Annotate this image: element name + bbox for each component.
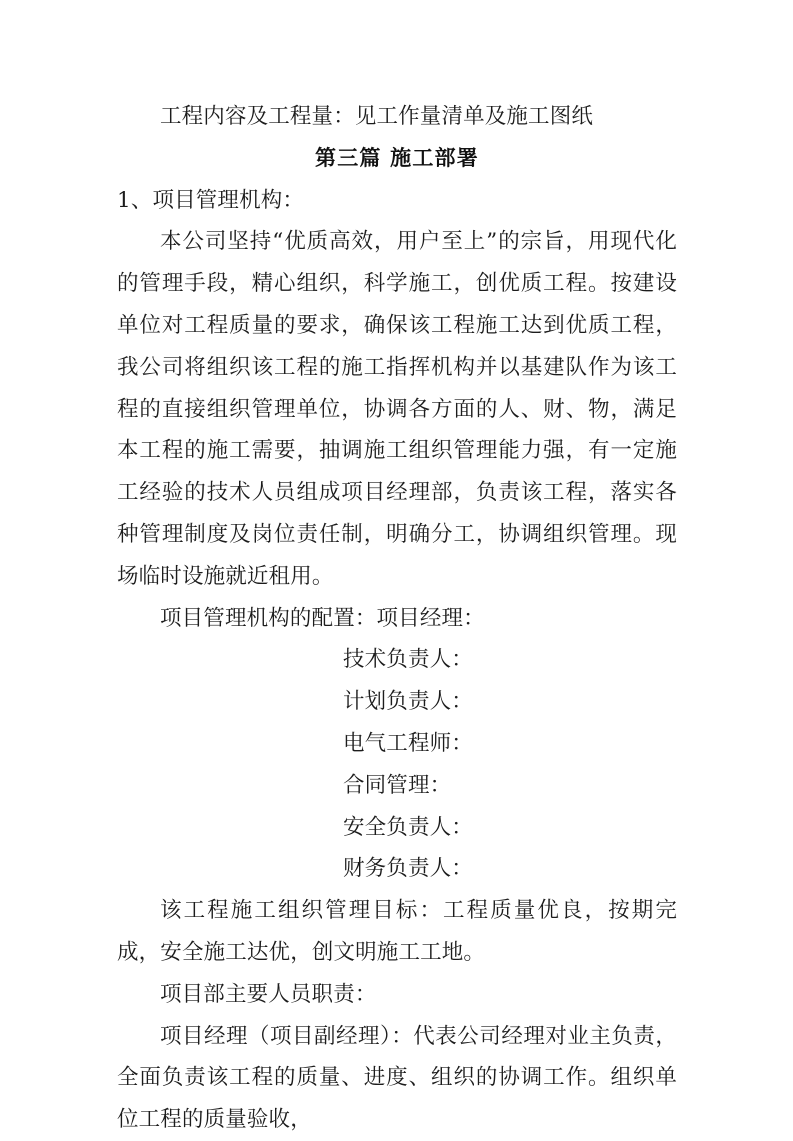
organization-paragraph: 本公司坚持“优质高效，用户至上”的宗旨，用现代化的管理手段，精心组织，科学施工，创优质工程。按建设单位对工程质量的要求，确保该工程施工达到优质工程，我公司将组织该工程的施工指挥机构并以基建队作为该工程的直接组织管理单位，协调各方面的人、财、物，满足本工程的施工需要，抽调施工组织管理能力强，有一定施工经验的技术人员组成项目经理部，负责该工程，落实各种管理制度及岗位责任制，明确分工，协调组织管理。现场临时设施就近租用。 xyxy=(117,229,677,589)
section-heading-part-three: 第三篇 施工部署 xyxy=(315,145,479,170)
staff-role-5: 安全负责人： xyxy=(343,814,473,840)
scope-line: 工程内容及工程量：见工作量清单及施工图纸 xyxy=(160,104,594,129)
staff-role-list xyxy=(117,598,677,891)
staff-role-3: 电气工程师： xyxy=(343,730,473,756)
staffing-lead-in-row xyxy=(117,598,677,640)
staffing-lead-in-label: 项目管理机构的配置： xyxy=(160,605,377,631)
item-1-title: 1、项目管理机构： xyxy=(117,187,305,213)
document-text-column xyxy=(117,96,677,1141)
staff-role-4: 合同管理： xyxy=(343,772,452,798)
management-goal-paragraph: 该工程施工组织管理目标：工程质量优良，按期完成，安全施工达优，创文明施工工地。 xyxy=(117,898,677,965)
duties-title: 项目部主要人员职责： xyxy=(160,981,377,1007)
project-manager-duty-paragraph: 项目经理（项目副经理）：代表公司经理对业主负责，全面负责该工程的质量、进度、组织的协调工作。组织单位工程的质量验收， xyxy=(117,1023,677,1133)
staff-role-6: 财务负责人： xyxy=(343,856,473,882)
staff-role-1: 技术负责人： xyxy=(343,647,473,673)
staff-role-2: 计划负责人： xyxy=(343,689,473,715)
staff-role-0: 项目经理： xyxy=(376,605,485,631)
